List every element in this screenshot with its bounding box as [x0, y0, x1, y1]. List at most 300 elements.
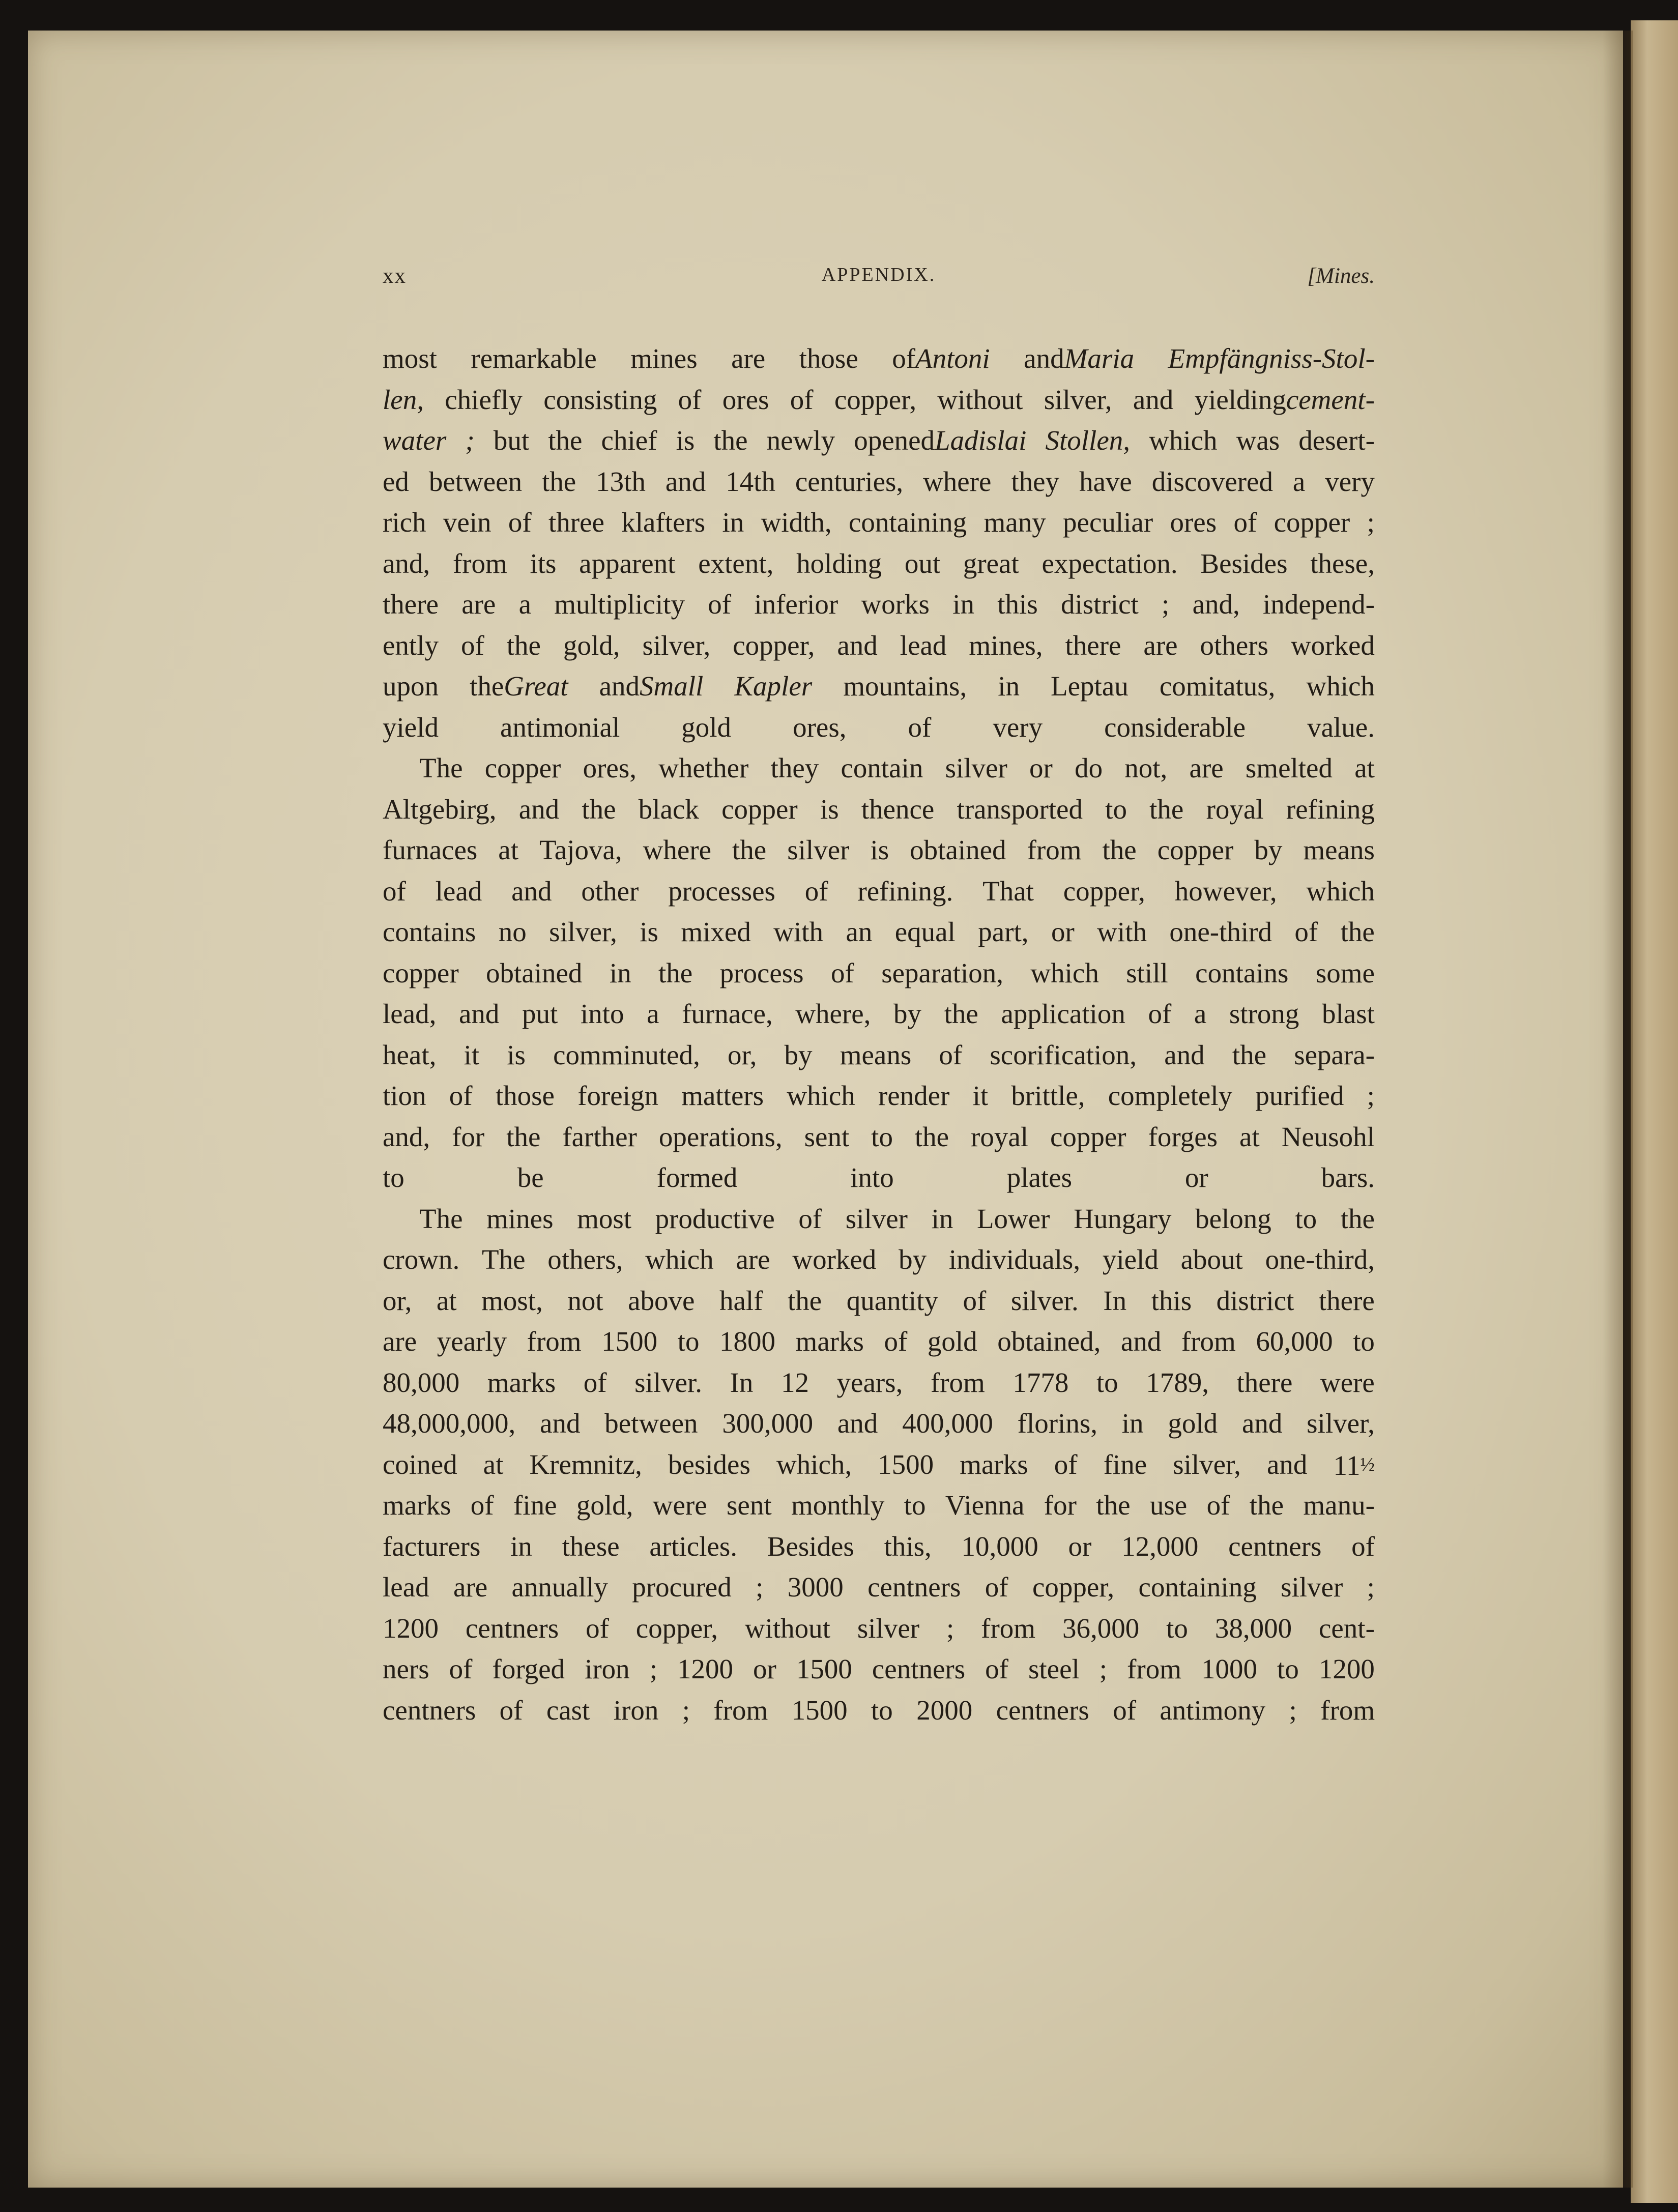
text-run: in	[609, 957, 631, 988]
line-content	[383, 994, 1375, 1035]
word	[383, 380, 424, 421]
word	[834, 380, 916, 421]
italic-text: Stollen,	[1045, 425, 1130, 456]
text-run: its	[530, 547, 557, 579]
text-run: foreign	[577, 1080, 658, 1111]
text-run: lead	[383, 1571, 429, 1603]
text-run: and	[837, 629, 878, 661]
word	[508, 502, 532, 543]
text-run: In	[1103, 1285, 1127, 1316]
word	[1303, 830, 1375, 871]
text-run: klafters	[621, 507, 706, 538]
text-run: is	[820, 793, 839, 825]
text-run: lead	[435, 875, 482, 907]
text-run: and	[1133, 384, 1174, 415]
word	[1103, 1239, 1159, 1280]
word	[1127, 1649, 1181, 1690]
text-run: the	[582, 793, 616, 825]
line-content	[383, 1035, 1375, 1076]
word	[383, 1321, 417, 1362]
word	[1124, 748, 1167, 789]
word	[939, 1035, 962, 1076]
text-run: to	[1096, 1366, 1118, 1398]
word	[645, 1239, 713, 1280]
text-run: silver,	[642, 629, 711, 661]
text-run: are	[731, 343, 766, 374]
word	[990, 1035, 1137, 1076]
text-run: a	[1292, 465, 1306, 497]
word	[719, 1280, 763, 1322]
text-run: comitatus,	[1159, 671, 1276, 702]
word	[1032, 1567, 1114, 1608]
text-run: to	[1353, 1326, 1375, 1357]
word	[668, 871, 775, 912]
line-content	[383, 420, 1375, 461]
word	[977, 1199, 1050, 1240]
text-run: and	[518, 793, 560, 825]
text-line	[383, 1690, 1375, 1731]
word	[1250, 1485, 1284, 1526]
text-run: the	[1096, 1490, 1131, 1521]
text-run: mines	[486, 1203, 554, 1234]
word	[937, 380, 1023, 421]
text-run: In	[730, 1366, 754, 1398]
word	[471, 1485, 494, 1526]
word	[1289, 1695, 1297, 1726]
word	[754, 584, 838, 625]
word	[647, 994, 659, 1035]
text-run: obtained	[486, 957, 583, 988]
word	[1274, 502, 1350, 543]
word	[960, 1444, 1028, 1487]
word	[1263, 584, 1375, 625]
text-run: the	[914, 1121, 949, 1152]
text-run: and	[511, 875, 552, 907]
word	[1307, 707, 1375, 748]
text-run: coined	[383, 1448, 457, 1480]
text-line	[383, 1321, 1375, 1362]
text-run: there	[1065, 629, 1121, 661]
word	[884, 1321, 908, 1362]
text-run: of	[383, 875, 406, 907]
text-run: most	[383, 343, 437, 374]
word	[383, 1444, 457, 1487]
line-content	[383, 1117, 1375, 1158]
word	[698, 543, 773, 585]
text-run: put	[522, 998, 558, 1029]
text-run: ;	[682, 1694, 690, 1726]
text-line	[383, 994, 1375, 1035]
word	[962, 1526, 1038, 1567]
word	[610, 953, 631, 994]
word	[512, 1567, 608, 1608]
text-run: the	[506, 1121, 541, 1152]
text-run: very	[993, 711, 1043, 743]
text-run: 3000	[787, 1571, 844, 1603]
text-run: at	[498, 834, 518, 865]
text-run: between	[604, 1408, 698, 1439]
text-run: ores,	[583, 752, 637, 783]
text-run: and	[1120, 1326, 1162, 1357]
text-run: of	[831, 957, 854, 988]
word	[383, 625, 439, 666]
text-run: above	[628, 1285, 695, 1316]
italic-text: Ladislai	[935, 425, 1027, 456]
word	[577, 1199, 631, 1240]
text-run: process	[719, 957, 804, 988]
text-run: into	[580, 998, 624, 1029]
text-run: to	[1105, 793, 1127, 825]
word	[1007, 1162, 1072, 1193]
text-run: district	[1216, 1285, 1294, 1316]
text-run: the	[1102, 834, 1137, 865]
word	[1096, 1362, 1118, 1404]
word	[546, 1695, 590, 1726]
text-run: scorification,	[990, 1039, 1137, 1070]
text-line	[383, 1567, 1375, 1608]
word	[383, 420, 446, 461]
text-run: were	[652, 1490, 707, 1521]
text-run: and	[599, 671, 640, 702]
text-run: ently	[383, 629, 439, 661]
page-number: xx	[383, 264, 407, 288]
text-run: remarkable	[471, 343, 597, 374]
text-run: of	[1206, 1490, 1230, 1521]
text-run: ;	[1162, 589, 1170, 620]
word	[837, 625, 877, 666]
word	[1320, 1362, 1375, 1404]
word	[562, 1526, 620, 1567]
text-run: cent-	[1318, 1612, 1375, 1644]
word	[993, 707, 1043, 748]
text-run: ;	[1367, 1080, 1375, 1111]
text-run: from	[1027, 834, 1082, 865]
word	[1024, 338, 1134, 380]
word	[628, 1280, 695, 1322]
text-run: ;	[946, 1612, 954, 1644]
text-run: this	[1151, 1285, 1192, 1316]
word	[945, 748, 1007, 789]
body-text	[383, 338, 1375, 1731]
text-run: antimony	[1160, 1694, 1266, 1726]
text-run: the	[1249, 1490, 1284, 1521]
word	[539, 830, 622, 871]
word	[1367, 502, 1375, 543]
word	[745, 1608, 830, 1649]
word	[681, 1075, 764, 1117]
text-run: or	[1184, 1162, 1208, 1193]
fraction: ½	[1360, 1453, 1375, 1475]
section-title: [Mines.	[1307, 264, 1375, 288]
text-run: and	[458, 998, 500, 1029]
text-run: ;	[756, 1571, 764, 1603]
line-content	[383, 1075, 1375, 1117]
word	[1265, 1239, 1375, 1280]
text-run: without	[744, 1612, 830, 1644]
text-run: 48,000,000,	[383, 1408, 516, 1439]
text-run: forged	[492, 1653, 565, 1684]
text-run: peculiar	[1063, 507, 1153, 538]
text-run: are	[1143, 629, 1178, 661]
word	[867, 1567, 961, 1608]
text-run: copper	[1274, 507, 1350, 538]
word	[383, 1117, 430, 1158]
word	[1201, 1649, 1257, 1690]
text-run: centuries,	[795, 465, 904, 497]
word	[383, 1280, 412, 1322]
text-run: matters	[681, 1080, 764, 1111]
word	[1306, 666, 1374, 707]
text-run: crown.	[383, 1244, 460, 1275]
word	[1195, 380, 1375, 421]
word	[553, 1035, 700, 1076]
text-run: manu-	[1303, 1490, 1375, 1521]
word	[513, 1485, 557, 1526]
text-run: from	[1181, 1326, 1236, 1357]
text-run: is	[507, 1039, 526, 1070]
text-run: silver,	[1307, 1408, 1375, 1439]
word	[658, 953, 692, 994]
word	[932, 1199, 953, 1240]
text-run: in	[1121, 1408, 1144, 1439]
word	[998, 666, 1020, 707]
word	[733, 625, 815, 666]
text-run: of	[908, 711, 932, 743]
text-run: The	[419, 752, 463, 783]
word	[952, 584, 974, 625]
text-run: comminuted,	[553, 1039, 700, 1070]
word	[798, 1199, 822, 1240]
text-line	[383, 1075, 1375, 1117]
word	[726, 461, 775, 503]
word	[1217, 1280, 1294, 1322]
word	[486, 1199, 553, 1240]
text-run: containing	[1138, 1571, 1257, 1603]
word	[792, 1239, 876, 1280]
word	[1195, 953, 1288, 994]
word	[722, 1403, 813, 1444]
word	[840, 1035, 912, 1076]
text-line	[383, 1157, 1375, 1199]
text-run: procured	[632, 1571, 732, 1603]
text-run: is	[640, 916, 658, 947]
line-content	[383, 666, 1375, 707]
text-run: or	[753, 1653, 776, 1684]
text-run: do	[1075, 752, 1103, 783]
word	[1294, 1035, 1375, 1076]
word	[601, 1321, 657, 1362]
word	[383, 871, 406, 912]
text-run: silver.	[1010, 1285, 1079, 1316]
text-run: 11	[1333, 1449, 1361, 1481]
line-content	[383, 461, 1375, 503]
word	[383, 707, 439, 748]
text-run: a	[518, 589, 532, 620]
word	[1237, 1362, 1293, 1404]
word	[944, 994, 978, 1035]
text-run: which	[1149, 425, 1218, 456]
word	[1190, 748, 1224, 789]
text-run: part,	[978, 916, 1029, 947]
text-run: or,	[383, 1285, 412, 1316]
text-run: is	[870, 834, 889, 865]
word	[1012, 1362, 1068, 1404]
line-content	[383, 789, 1375, 830]
text-run: 1200	[677, 1653, 733, 1684]
line-content	[383, 625, 1375, 666]
word	[984, 502, 1046, 543]
word	[945, 1485, 1025, 1526]
text-run: tion	[383, 1080, 426, 1111]
word	[517, 1162, 544, 1193]
text-run: steel	[1028, 1653, 1080, 1684]
text-line	[383, 666, 1375, 707]
word	[1298, 420, 1375, 461]
word	[678, 1321, 700, 1362]
text-run: ;	[649, 1653, 657, 1684]
word	[899, 1239, 927, 1280]
text-run: opened	[854, 425, 935, 456]
word	[1166, 1608, 1188, 1649]
text-run: productive	[655, 1203, 775, 1234]
word	[905, 543, 940, 585]
text-run: centners	[872, 1653, 966, 1684]
text-run: mountains,	[843, 671, 967, 702]
text-line	[383, 461, 1375, 503]
text-run: the	[944, 998, 978, 1029]
line-content	[383, 830, 1375, 871]
word	[383, 1695, 476, 1726]
text-run: with	[1097, 916, 1147, 947]
text-run: from	[1127, 1653, 1182, 1684]
word	[383, 1526, 480, 1567]
text-run: copper	[484, 752, 561, 783]
text-run: were	[1320, 1366, 1375, 1398]
text-run: in	[998, 671, 1020, 702]
word	[1206, 789, 1264, 830]
text-run: copper,	[733, 629, 815, 661]
line-content	[383, 707, 1375, 748]
text-run: apparent	[579, 547, 676, 579]
text-run: belong	[1195, 1203, 1271, 1234]
word	[997, 1321, 1101, 1362]
word	[677, 1649, 733, 1690]
word	[892, 338, 990, 380]
word	[1051, 912, 1075, 953]
word	[577, 1075, 658, 1117]
word	[1027, 830, 1082, 871]
word	[658, 748, 748, 789]
text-run: operations,	[658, 1121, 783, 1152]
word	[1319, 1608, 1375, 1649]
word	[649, 1526, 737, 1567]
text-run: and	[1241, 1408, 1283, 1439]
word	[1341, 912, 1375, 953]
word	[1229, 994, 1299, 1035]
text-run: of	[1148, 998, 1172, 1029]
text-run: of	[678, 384, 702, 415]
word	[773, 912, 823, 953]
text-run: 1500	[796, 1653, 852, 1684]
text-run: copper,	[1032, 1571, 1115, 1603]
word	[910, 830, 1006, 871]
text-run: still	[1126, 957, 1168, 988]
word	[666, 461, 706, 503]
word	[831, 953, 854, 994]
text-run: inferior	[754, 589, 838, 620]
italic-text: len,	[383, 384, 424, 415]
text-run: sent	[727, 1490, 772, 1521]
text-run: there	[1318, 1285, 1375, 1316]
text-line	[383, 502, 1375, 543]
text-run: which	[1306, 875, 1375, 907]
text-run: iron	[613, 1694, 659, 1726]
text-run: half	[719, 1285, 763, 1316]
word	[1079, 461, 1132, 503]
word	[1011, 1075, 1085, 1117]
text-run: ores	[1170, 507, 1217, 538]
text-run: and,	[383, 1121, 430, 1152]
text-run: strong	[1229, 998, 1299, 1029]
text-run: centners	[996, 1694, 1089, 1726]
word	[969, 625, 1043, 666]
text-run: to	[1295, 1203, 1317, 1234]
word	[978, 912, 1028, 953]
text-line	[383, 420, 1375, 461]
text-run: are	[453, 1571, 488, 1603]
word	[383, 912, 476, 953]
word	[846, 1199, 908, 1240]
word	[383, 953, 459, 994]
line-content	[383, 1403, 1375, 1444]
text-line	[383, 789, 1375, 830]
text-run: most,	[481, 1285, 543, 1316]
text-run: at	[1239, 1121, 1260, 1152]
text-run: thence	[861, 793, 935, 825]
text-run: and	[540, 1408, 581, 1439]
word	[732, 830, 766, 871]
word	[510, 1526, 532, 1567]
word	[482, 1239, 526, 1280]
word	[895, 912, 956, 953]
word	[730, 1362, 754, 1404]
word	[1103, 1280, 1126, 1322]
text-run: articles.	[649, 1530, 737, 1562]
word	[1200, 625, 1268, 666]
word	[1108, 1075, 1232, 1117]
word	[485, 748, 561, 789]
text-run: bars.	[1321, 1162, 1375, 1193]
line-content	[383, 338, 1375, 380]
text-run: of	[449, 1653, 473, 1684]
text-run: lead	[900, 629, 947, 661]
text-run: ;	[1367, 507, 1375, 538]
text-run: vein	[443, 507, 491, 538]
word	[621, 502, 705, 543]
word	[465, 420, 474, 461]
text-run: Neusohl	[1281, 1121, 1375, 1152]
word	[383, 994, 436, 1035]
text-run: of	[1351, 1530, 1375, 1562]
text-run: many	[983, 507, 1046, 538]
text-run: the	[1232, 1039, 1267, 1070]
text-run: desert-	[1298, 425, 1375, 456]
word	[1011, 461, 1059, 503]
text-line	[383, 1239, 1375, 1280]
word	[861, 584, 930, 625]
text-run: to	[1277, 1653, 1299, 1684]
word	[721, 789, 798, 830]
